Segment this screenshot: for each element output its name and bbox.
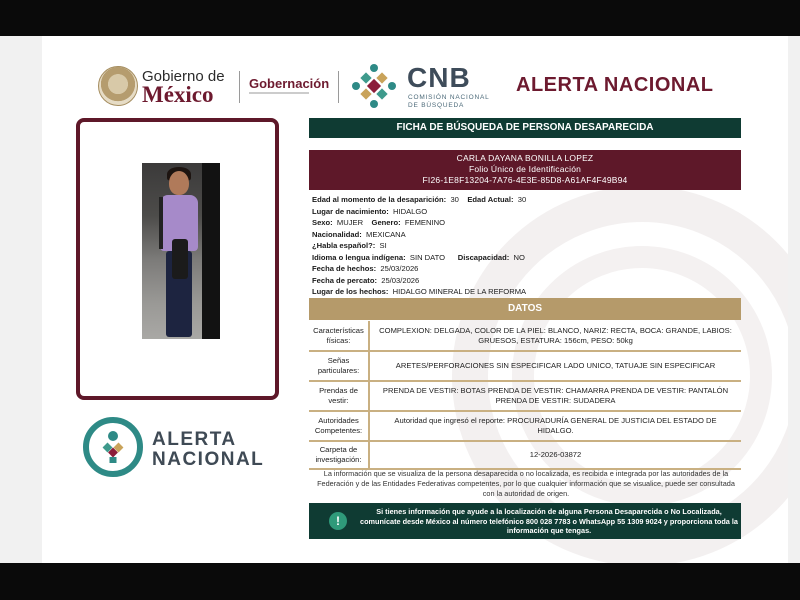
cnb-logo-icon: [348, 60, 400, 112]
person-name: CARLA DAYANA BONILLA LOPEZ: [456, 153, 594, 163]
header-divider: [338, 71, 339, 103]
datos-value: ARETES/PERFORACIONES SIN ESPECIFICAR LADO UNICO, TATUAJE SIN ESPECIFICAR: [369, 351, 741, 381]
datos-label: Prendas de vestir:: [309, 381, 369, 411]
table-row: [309, 321, 741, 351]
table-row: [309, 411, 741, 441]
person-photo: [142, 163, 220, 339]
info-row-edad: Edad al momento de la desaparición: 30 Edad Actual: 30: [312, 195, 527, 204]
info-row-idioma: Idioma o lengua indígena: SIN DATO Discapacidad: NO: [312, 252, 525, 262]
info-row-fecha-hechos: Fecha de hechos: 25/03/2026: [312, 264, 419, 273]
header-divider: [239, 71, 240, 103]
datos-value: Autoridad que ingresó el reporte: PROCURADURÍA GENERAL DE JUSTICIA DEL ESTADO DE HIDALGO.: [369, 411, 741, 441]
alerta-logo-line2: NACIONAL: [152, 449, 265, 470]
alerta-logo-line1: ALERTA: [152, 429, 237, 450]
datos-value: 12-2026-03872: [369, 441, 741, 469]
person-header: [309, 150, 741, 190]
datos-section-title: DATOS: [309, 298, 741, 320]
gobernacion-subtext: [249, 92, 309, 94]
gobernacion-logo: Gobernación: [249, 76, 330, 91]
info-row-fecha-percato: Fecha de percato: 25/03/2026: [312, 275, 420, 285]
folio-value: FI26-1E8F13204-7A76-4E3E-85D8-A61AF4F49B94: [422, 175, 628, 185]
disclaimer-text: La información que se visualiza de la persona desaparecida o no localizada, es recibida e integrada por las autoridades de la Federación y de las Entidades Federativas competentes, por lo que cualquier información que se visualice, puede ser consultada con la autoridad de origen.: [317, 469, 735, 498]
alerta-nacional-title: ALERTA NACIONAL: [516, 74, 714, 96]
viewer-top-bar: [0, 0, 800, 36]
ficha-title-bar: FICHA DE BÚSQUEDA DE PERSONA DESAPARECIDA: [309, 118, 741, 138]
folio-label: Folio Único de Identificación: [468, 164, 582, 174]
alert-icon: !: [329, 512, 347, 530]
datos-label: Señas particulares:: [309, 351, 369, 381]
contact-banner: [309, 503, 741, 539]
viewer-bottom-bar: [0, 563, 800, 600]
gobierno-line1: Gobierno de: [142, 68, 225, 85]
alerta-nacional-logo-icon: [82, 416, 144, 478]
photo-frame: [76, 118, 279, 400]
mexico-seal-icon: [98, 66, 138, 106]
info-row-sexo: Sexo: MUJER Genero: FEMENINO: [312, 218, 445, 227]
search-sheet: [42, 36, 788, 563]
datos-label: Características físicas:: [309, 321, 369, 351]
table-row: [309, 381, 741, 411]
cnb-subtitle-2: DE BÚSQUEDA: [408, 102, 465, 109]
datos-label: Carpeta de investigación:: [309, 441, 369, 469]
datos-value: COMPLEXION: DELGADA, COLOR DE LA PIEL: BLANCO, NARIZ: RECTA, BOCA: GRANDE, LABIOS: GRUESOS, ESTATURA: 156cm, PESO: 50kg: [369, 321, 741, 351]
info-row-lugar-hechos: Lugar de los hechos: HIDALGO MINERAL DE LA REFORMA: [312, 287, 527, 296]
info-row-nacionalidad: Nacionalidad: MEXICANA: [312, 229, 406, 239]
datos-label: Autoridades Competentes:: [309, 411, 369, 441]
table-row: [309, 351, 741, 381]
datos-value: PRENDA DE VESTIR: BOTAS PRENDA DE VESTIR: CHAMARRA PRENDA DE VESTIR: PANTALÓN PRENDA DE VESTIR: SUDADERA: [369, 381, 741, 411]
contact-text: Si tienes información que ayude a la localización de alguna Persona Desaparecida o No Localizada, comunícate desde México al número telefónico 800 028 7783 o WhatsApp 55 1309 9024 y proporciona toda la información que tengas.: [360, 507, 738, 535]
table-row: [309, 441, 741, 469]
info-row-espanol: ¿Habla español?: SI: [312, 241, 387, 250]
cnb-subtitle-1: COMISIÓN NACIONAL: [408, 94, 490, 101]
gobierno-line2: México: [142, 82, 214, 107]
info-row-lugar-nacimiento: Lugar de nacimiento: HIDALGO: [312, 206, 428, 216]
cnb-logo-text: CNB: [407, 62, 471, 93]
datos-table: [309, 321, 741, 470]
